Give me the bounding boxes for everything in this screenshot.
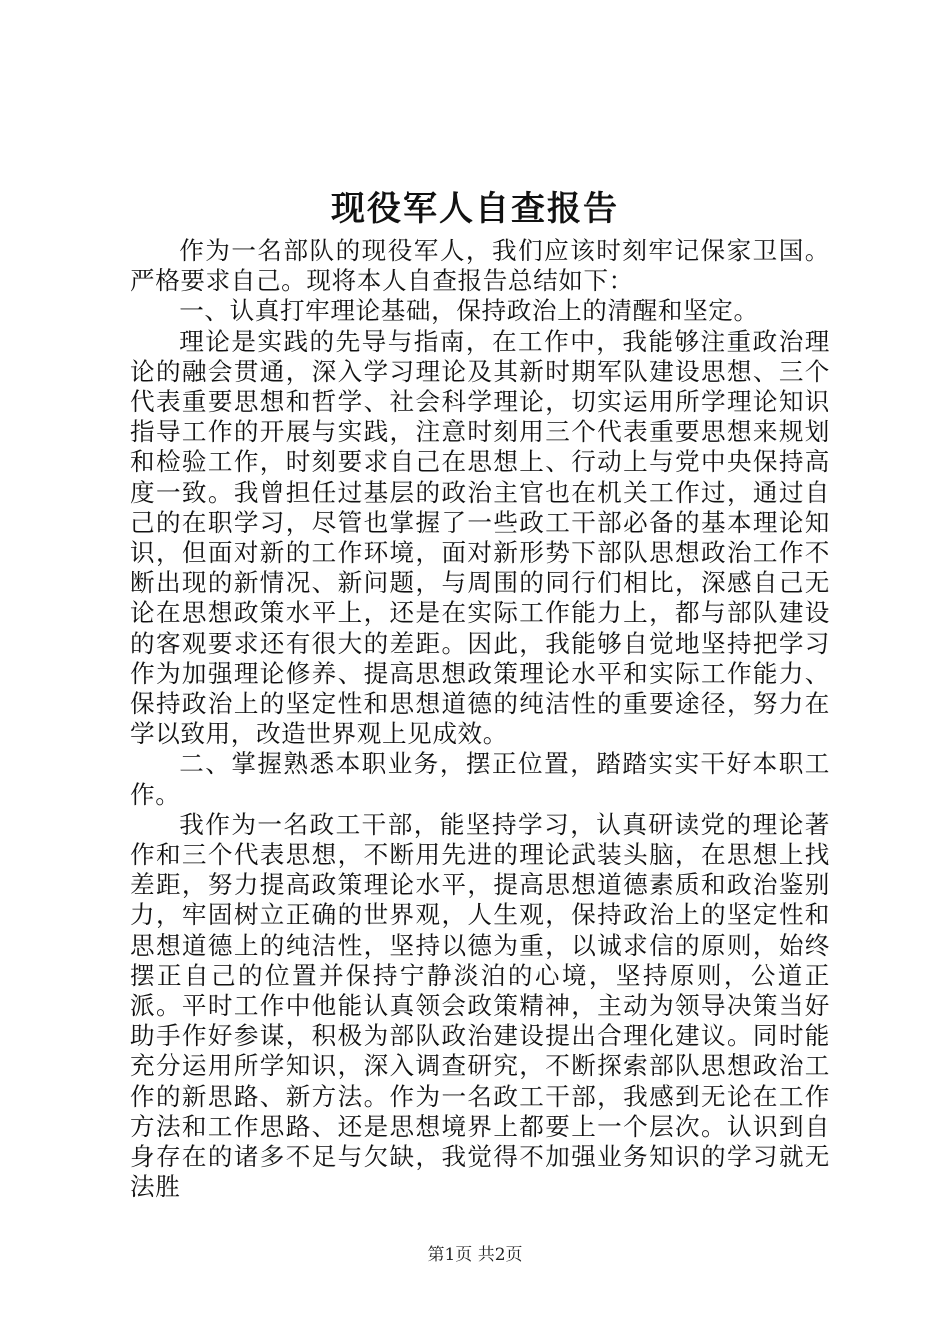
paragraph-theory: 理论是实践的先导与指南，在工作中，我能够注重政治理论的融会贯通，深入学习理论及其新时期军队建设思想、三个代表重要思想和哲学、社会科学理论，切实运用所学理论知识指导工作的开展与实践，注意时刻用三个代表重要思想来规划和检验工作，时刻要求自己在思想上、行动上与党中央保持高度一致。我曾担任过基层的政治主官也在机关工作过，通过自己的在职学习，尽管也掌握了一些政工干部必备的基本理论知识，但面对新的工作环境，面对新形势下部队思想政治工作不断出现的新情况、新问题，与周围的同行们相比，深感自己无论在思想政策水平上，还是在实际工作能力上，都与部队建设的客观要求还有很大的差距。因此，我能够自觉地坚持把学习作为加强理论修养、提高思想政策理论水平和实际工作能力、保持政治上的坚定性和思想道德的纯洁性的重要途径，努力在学以致用，改造世界观上见成效。	[130, 326, 830, 749]
page-number-footer: 第1页 共2页	[427, 1245, 523, 1265]
section-heading-1: 一、认真打牢理论基础，保持政治上的清醒和坚定。	[179, 296, 759, 326]
document-title: 现役军人自查报告	[331, 189, 619, 229]
paragraph-intro: 作为一名部队的现役军人，我们应该时刻牢记保家卫国。严格要求自己。现将本人自查报告总结如下：	[130, 236, 830, 296]
document-body	[130, 236, 830, 1203]
paragraph-duty: 我作为一名政工干部，能坚持学习，认真研读党的理论著作和三个代表思想，不断用先进的理论武装头脑，在思想上找差距，努力提高政策理论水平，提高思想道德素质和政治鉴别力，牢固树立正确的世界观，人生观，保持政治上的坚定性和思想道德上的纯洁性，坚持以德为重，以诚求信的原则，始终摆正自己的位置并保持宁静淡泊的心境，坚持原则，公道正派。平时工作中他能认真领会政策精神，主动为领导决策当好助手作好参谋，积极为部队政治建设提出合理化建议。同时能充分运用所学知识，深入调查研究，不断探索部队思想政治工作的新思路、新方法。作为一名政工干部，我感到无论在工作方法和工作思路、还是思想境界上都要上一个层次。认识到自身存在的诸多不足与欠缺，我觉得不加强业务知识的学习就无法胜	[130, 809, 830, 1202]
section-heading-2: 二、掌握熟悉本职业务，摆正位置，踏踏实实干好本职工作。	[130, 749, 830, 809]
